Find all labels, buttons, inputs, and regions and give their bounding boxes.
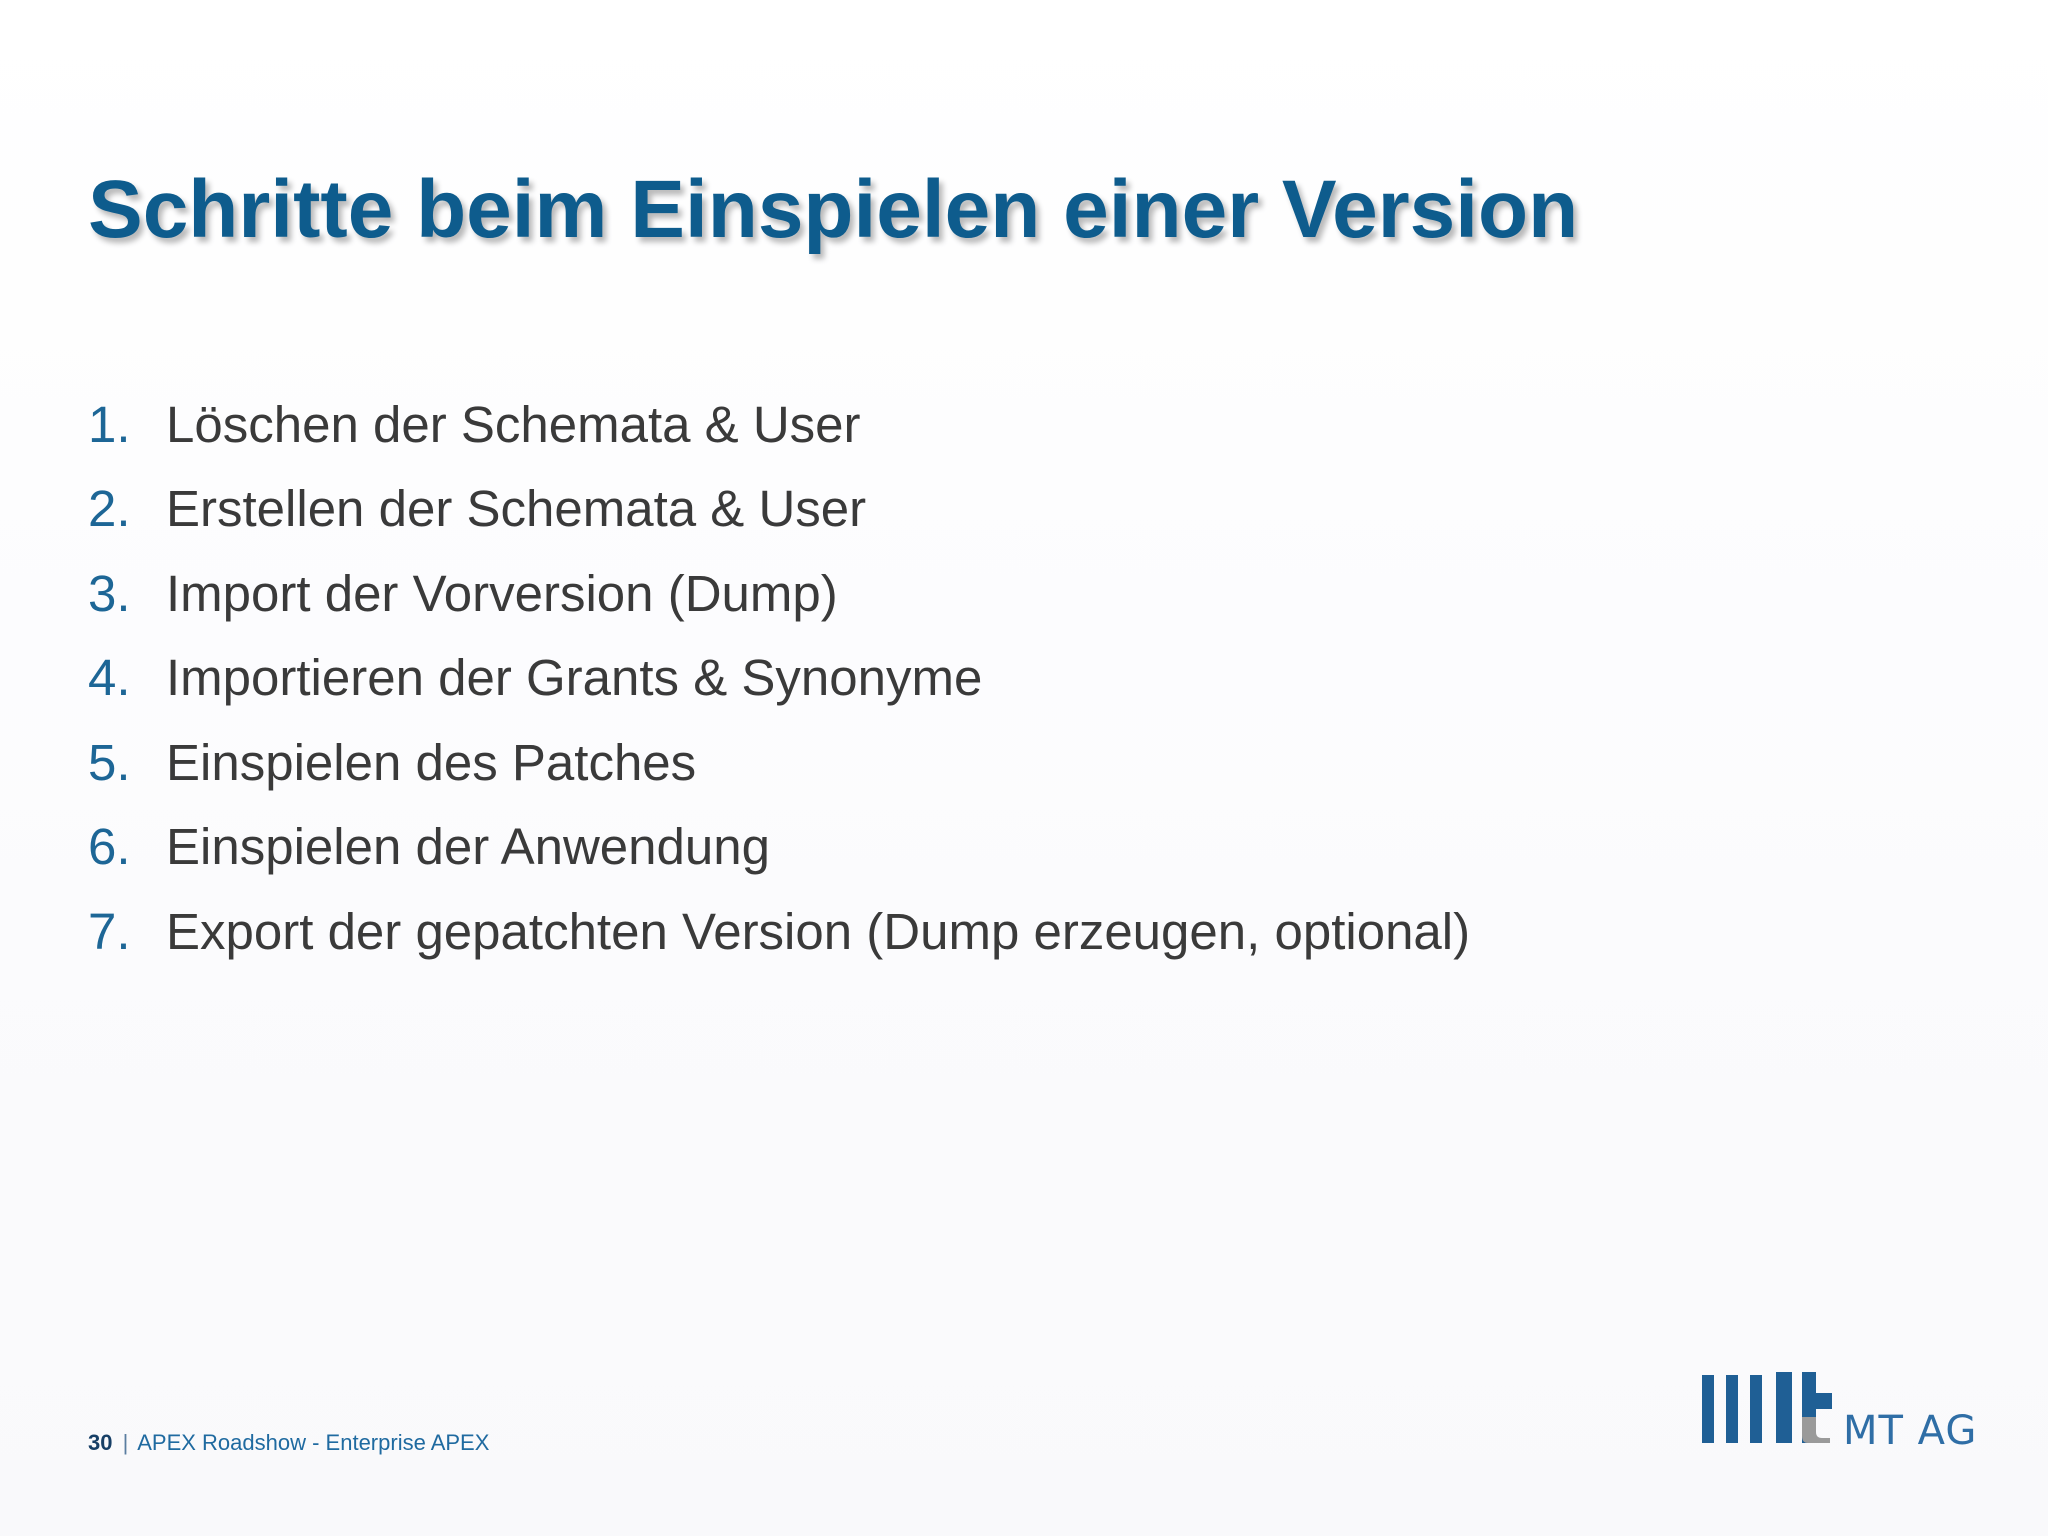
step-number: 6. <box>88 818 131 876</box>
step-item <box>88 720 1470 805</box>
step-number: 7. <box>88 902 131 960</box>
step-text: Importieren der Grants & Synonyme <box>166 649 983 707</box>
logo-text: MT AG <box>1843 1408 1978 1454</box>
step-text: Import der Vorversion (Dump) <box>166 564 838 622</box>
step-item <box>88 636 1470 721</box>
step-item <box>88 382 1470 467</box>
company-logo <box>1700 1370 1978 1454</box>
step-number: 5. <box>88 733 131 791</box>
step-item <box>88 551 1470 636</box>
step-item <box>88 467 1470 552</box>
step-number: 3. <box>88 564 131 622</box>
step-number: 1. <box>88 395 131 453</box>
footer-separator: | <box>122 1430 129 1455</box>
step-text: Erstellen der Schemata & User <box>166 480 867 538</box>
slide-footer <box>88 1430 489 1456</box>
step-text: Löschen der Schemata & User <box>166 395 861 453</box>
page-number: 30 <box>88 1430 113 1455</box>
mt-logo-icon <box>1700 1370 1840 1450</box>
step-text: Einspielen der Anwendung <box>166 818 770 876</box>
footer-caption: APEX Roadshow - Enterprise APEX <box>137 1430 490 1455</box>
step-item <box>88 805 1470 890</box>
step-number: 4. <box>88 649 131 707</box>
steps-list <box>88 382 1470 974</box>
step-text: Export der gepatchten Version (Dump erzeugen, optional) <box>166 902 1471 960</box>
slide-title: Schritte beim Einspielen einer Version <box>88 164 1579 255</box>
step-number: 2. <box>88 480 131 538</box>
step-item <box>88 889 1470 974</box>
step-text: Einspielen des Patches <box>166 733 697 791</box>
